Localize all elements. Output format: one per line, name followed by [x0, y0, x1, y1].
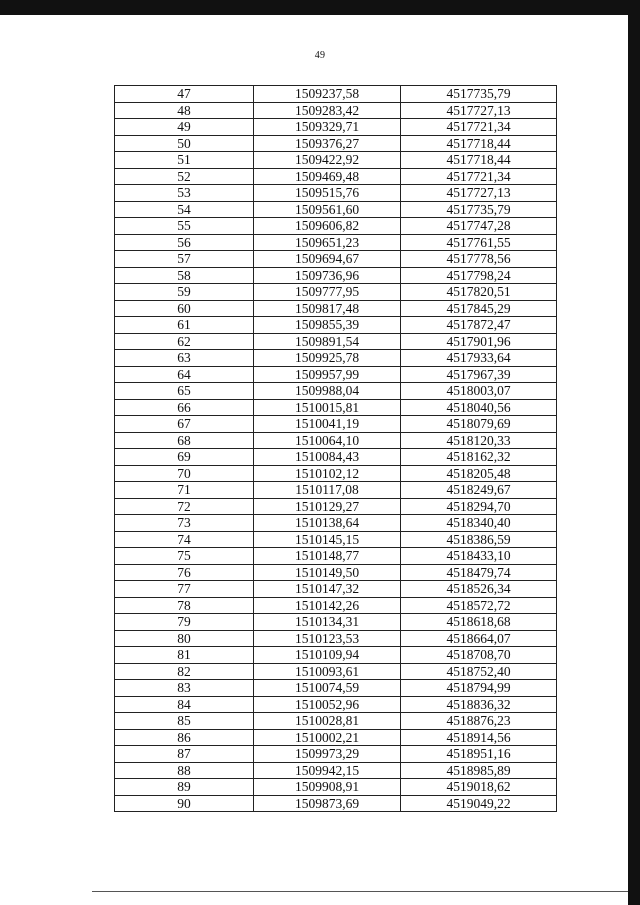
y-coordinate-cell: 4518205,48	[401, 465, 557, 482]
table-row	[115, 597, 557, 614]
coordinates-table-body	[115, 86, 557, 812]
y-coordinate-cell: 4517967,39	[401, 366, 557, 383]
y-coordinate-cell: 4517718,44	[401, 152, 557, 169]
x-coordinate-cell: 1509469,48	[254, 168, 401, 185]
x-coordinate-cell: 1509736,96	[254, 267, 401, 284]
coordinates-table	[114, 85, 557, 812]
x-coordinate-cell: 1510002,21	[254, 729, 401, 746]
table-row	[115, 795, 557, 812]
x-coordinate-cell: 1510074,59	[254, 680, 401, 697]
point-number-cell: 84	[115, 696, 254, 713]
scan-border-right	[628, 0, 640, 905]
x-coordinate-cell: 1510123,53	[254, 630, 401, 647]
x-coordinate-cell: 1510117,08	[254, 482, 401, 499]
y-coordinate-cell: 4518386,59	[401, 531, 557, 548]
point-number-cell: 88	[115, 762, 254, 779]
point-number-cell: 67	[115, 416, 254, 433]
table-row	[115, 680, 557, 697]
point-number-cell: 89	[115, 779, 254, 796]
y-coordinate-cell: 4517735,79	[401, 86, 557, 103]
x-coordinate-cell: 1510102,12	[254, 465, 401, 482]
point-number-cell: 64	[115, 366, 254, 383]
y-coordinate-cell: 4517721,34	[401, 119, 557, 136]
x-coordinate-cell: 1509515,76	[254, 185, 401, 202]
point-number-cell: 63	[115, 350, 254, 367]
y-coordinate-cell: 4518433,10	[401, 548, 557, 565]
point-number-cell: 68	[115, 432, 254, 449]
table-row	[115, 713, 557, 730]
table-row	[115, 630, 557, 647]
page-number: 49	[314, 50, 326, 61]
y-coordinate-cell: 4518752,40	[401, 663, 557, 680]
x-coordinate-cell: 1509925,78	[254, 350, 401, 367]
y-coordinate-cell: 4517798,24	[401, 267, 557, 284]
table-row	[115, 515, 557, 532]
y-coordinate-cell: 4518340,40	[401, 515, 557, 532]
x-coordinate-cell: 1509908,91	[254, 779, 401, 796]
table-row	[115, 399, 557, 416]
x-coordinate-cell: 1510041,19	[254, 416, 401, 433]
x-coordinate-cell: 1509988,04	[254, 383, 401, 400]
point-number-cell: 69	[115, 449, 254, 466]
table-row	[115, 168, 557, 185]
y-coordinate-cell: 4518708,70	[401, 647, 557, 664]
y-coordinate-cell: 4517933,64	[401, 350, 557, 367]
x-coordinate-cell: 1509817,48	[254, 300, 401, 317]
x-coordinate-cell: 1510129,27	[254, 498, 401, 515]
table-row	[115, 498, 557, 515]
table-row	[115, 185, 557, 202]
y-coordinate-cell: 4518618,68	[401, 614, 557, 631]
point-number-cell: 76	[115, 564, 254, 581]
point-number-cell: 50	[115, 135, 254, 152]
y-coordinate-cell: 4517721,34	[401, 168, 557, 185]
x-coordinate-cell: 1509694,67	[254, 251, 401, 268]
scan-border-top	[0, 0, 640, 15]
x-coordinate-cell: 1510142,26	[254, 597, 401, 614]
table-row	[115, 531, 557, 548]
point-number-cell: 90	[115, 795, 254, 812]
x-coordinate-cell: 1510147,32	[254, 581, 401, 598]
point-number-cell: 60	[115, 300, 254, 317]
point-number-cell: 49	[115, 119, 254, 136]
y-coordinate-cell: 4518526,34	[401, 581, 557, 598]
point-number-cell: 52	[115, 168, 254, 185]
x-coordinate-cell: 1510015,81	[254, 399, 401, 416]
x-coordinate-cell: 1509283,42	[254, 102, 401, 119]
table-row	[115, 564, 557, 581]
x-coordinate-cell: 1509606,82	[254, 218, 401, 235]
table-row	[115, 333, 557, 350]
y-coordinate-cell: 4518294,70	[401, 498, 557, 515]
point-number-cell: 62	[115, 333, 254, 350]
point-number-cell: 87	[115, 746, 254, 763]
y-coordinate-cell: 4519018,62	[401, 779, 557, 796]
table-row	[115, 251, 557, 268]
y-coordinate-cell: 4517820,51	[401, 284, 557, 301]
y-coordinate-cell: 4517735,79	[401, 201, 557, 218]
x-coordinate-cell: 1509891,54	[254, 333, 401, 350]
x-coordinate-cell: 1510028,81	[254, 713, 401, 730]
x-coordinate-cell: 1509855,39	[254, 317, 401, 334]
y-coordinate-cell: 4517747,28	[401, 218, 557, 235]
point-number-cell: 78	[115, 597, 254, 614]
y-coordinate-cell: 4517761,55	[401, 234, 557, 251]
table-row	[115, 383, 557, 400]
y-coordinate-cell: 4518249,67	[401, 482, 557, 499]
point-number-cell: 48	[115, 102, 254, 119]
table-row	[115, 119, 557, 136]
table-row	[115, 614, 557, 631]
table-row	[115, 267, 557, 284]
x-coordinate-cell: 1510134,31	[254, 614, 401, 631]
table-row	[115, 102, 557, 119]
point-number-cell: 56	[115, 234, 254, 251]
point-number-cell: 80	[115, 630, 254, 647]
point-number-cell: 71	[115, 482, 254, 499]
table-row	[115, 762, 557, 779]
y-coordinate-cell: 4519049,22	[401, 795, 557, 812]
y-coordinate-cell: 4518120,33	[401, 432, 557, 449]
point-number-cell: 55	[115, 218, 254, 235]
table-row	[115, 152, 557, 169]
x-coordinate-cell: 1510138,64	[254, 515, 401, 532]
x-coordinate-cell: 1509651,23	[254, 234, 401, 251]
y-coordinate-cell: 4517901,96	[401, 333, 557, 350]
point-number-cell: 70	[115, 465, 254, 482]
table-row	[115, 284, 557, 301]
point-number-cell: 47	[115, 86, 254, 103]
point-number-cell: 72	[115, 498, 254, 515]
point-number-cell: 74	[115, 531, 254, 548]
table-row	[115, 482, 557, 499]
x-coordinate-cell: 1509237,58	[254, 86, 401, 103]
table-row	[115, 449, 557, 466]
point-number-cell: 53	[115, 185, 254, 202]
table-row	[115, 465, 557, 482]
y-coordinate-cell: 4518479,74	[401, 564, 557, 581]
point-number-cell: 65	[115, 383, 254, 400]
point-number-cell: 54	[115, 201, 254, 218]
point-number-cell: 83	[115, 680, 254, 697]
table-row	[115, 581, 557, 598]
table-row	[115, 366, 557, 383]
table-row	[115, 663, 557, 680]
table-row	[115, 746, 557, 763]
x-coordinate-cell: 1509561,60	[254, 201, 401, 218]
y-coordinate-cell: 4518664,07	[401, 630, 557, 647]
table-row	[115, 300, 557, 317]
point-number-cell: 82	[115, 663, 254, 680]
table-row	[115, 201, 557, 218]
table-row	[115, 779, 557, 796]
table-row	[115, 647, 557, 664]
table-row	[115, 350, 557, 367]
y-coordinate-cell: 4518951,16	[401, 746, 557, 763]
y-coordinate-cell: 4518914,56	[401, 729, 557, 746]
y-coordinate-cell: 4518079,69	[401, 416, 557, 433]
y-coordinate-cell: 4517727,13	[401, 185, 557, 202]
point-number-cell: 77	[115, 581, 254, 598]
x-coordinate-cell: 1509329,71	[254, 119, 401, 136]
y-coordinate-cell: 4518985,89	[401, 762, 557, 779]
point-number-cell: 85	[115, 713, 254, 730]
x-coordinate-cell: 1510084,43	[254, 449, 401, 466]
y-coordinate-cell: 4518572,72	[401, 597, 557, 614]
x-coordinate-cell: 1509422,92	[254, 152, 401, 169]
point-number-cell: 57	[115, 251, 254, 268]
point-number-cell: 79	[115, 614, 254, 631]
point-number-cell: 73	[115, 515, 254, 532]
scan-border-bottom	[92, 891, 628, 892]
y-coordinate-cell: 4518003,07	[401, 383, 557, 400]
y-coordinate-cell: 4518836,32	[401, 696, 557, 713]
table-row	[115, 432, 557, 449]
y-coordinate-cell: 4517845,29	[401, 300, 557, 317]
y-coordinate-cell: 4518876,23	[401, 713, 557, 730]
table-row	[115, 218, 557, 235]
x-coordinate-cell: 1510064,10	[254, 432, 401, 449]
point-number-cell: 86	[115, 729, 254, 746]
x-coordinate-cell: 1509957,99	[254, 366, 401, 383]
point-number-cell: 66	[115, 399, 254, 416]
table-row	[115, 135, 557, 152]
point-number-cell: 61	[115, 317, 254, 334]
table-row	[115, 234, 557, 251]
x-coordinate-cell: 1510145,15	[254, 531, 401, 548]
x-coordinate-cell: 1510149,50	[254, 564, 401, 581]
x-coordinate-cell: 1510093,61	[254, 663, 401, 680]
x-coordinate-cell: 1510052,96	[254, 696, 401, 713]
y-coordinate-cell: 4517727,13	[401, 102, 557, 119]
table-row	[115, 317, 557, 334]
y-coordinate-cell: 4518162,32	[401, 449, 557, 466]
table-row	[115, 86, 557, 103]
x-coordinate-cell: 1510109,94	[254, 647, 401, 664]
point-number-cell: 59	[115, 284, 254, 301]
table-row	[115, 729, 557, 746]
point-number-cell: 58	[115, 267, 254, 284]
y-coordinate-cell: 4517872,47	[401, 317, 557, 334]
point-number-cell: 81	[115, 647, 254, 664]
table-row	[115, 416, 557, 433]
table-row	[115, 696, 557, 713]
x-coordinate-cell: 1509973,29	[254, 746, 401, 763]
y-coordinate-cell: 4517718,44	[401, 135, 557, 152]
x-coordinate-cell: 1510148,77	[254, 548, 401, 565]
y-coordinate-cell: 4517778,56	[401, 251, 557, 268]
y-coordinate-cell: 4518040,56	[401, 399, 557, 416]
point-number-cell: 75	[115, 548, 254, 565]
x-coordinate-cell: 1509873,69	[254, 795, 401, 812]
point-number-cell: 51	[115, 152, 254, 169]
x-coordinate-cell: 1509376,27	[254, 135, 401, 152]
table-row	[115, 548, 557, 565]
y-coordinate-cell: 4518794,99	[401, 680, 557, 697]
x-coordinate-cell: 1509777,95	[254, 284, 401, 301]
x-coordinate-cell: 1509942,15	[254, 762, 401, 779]
